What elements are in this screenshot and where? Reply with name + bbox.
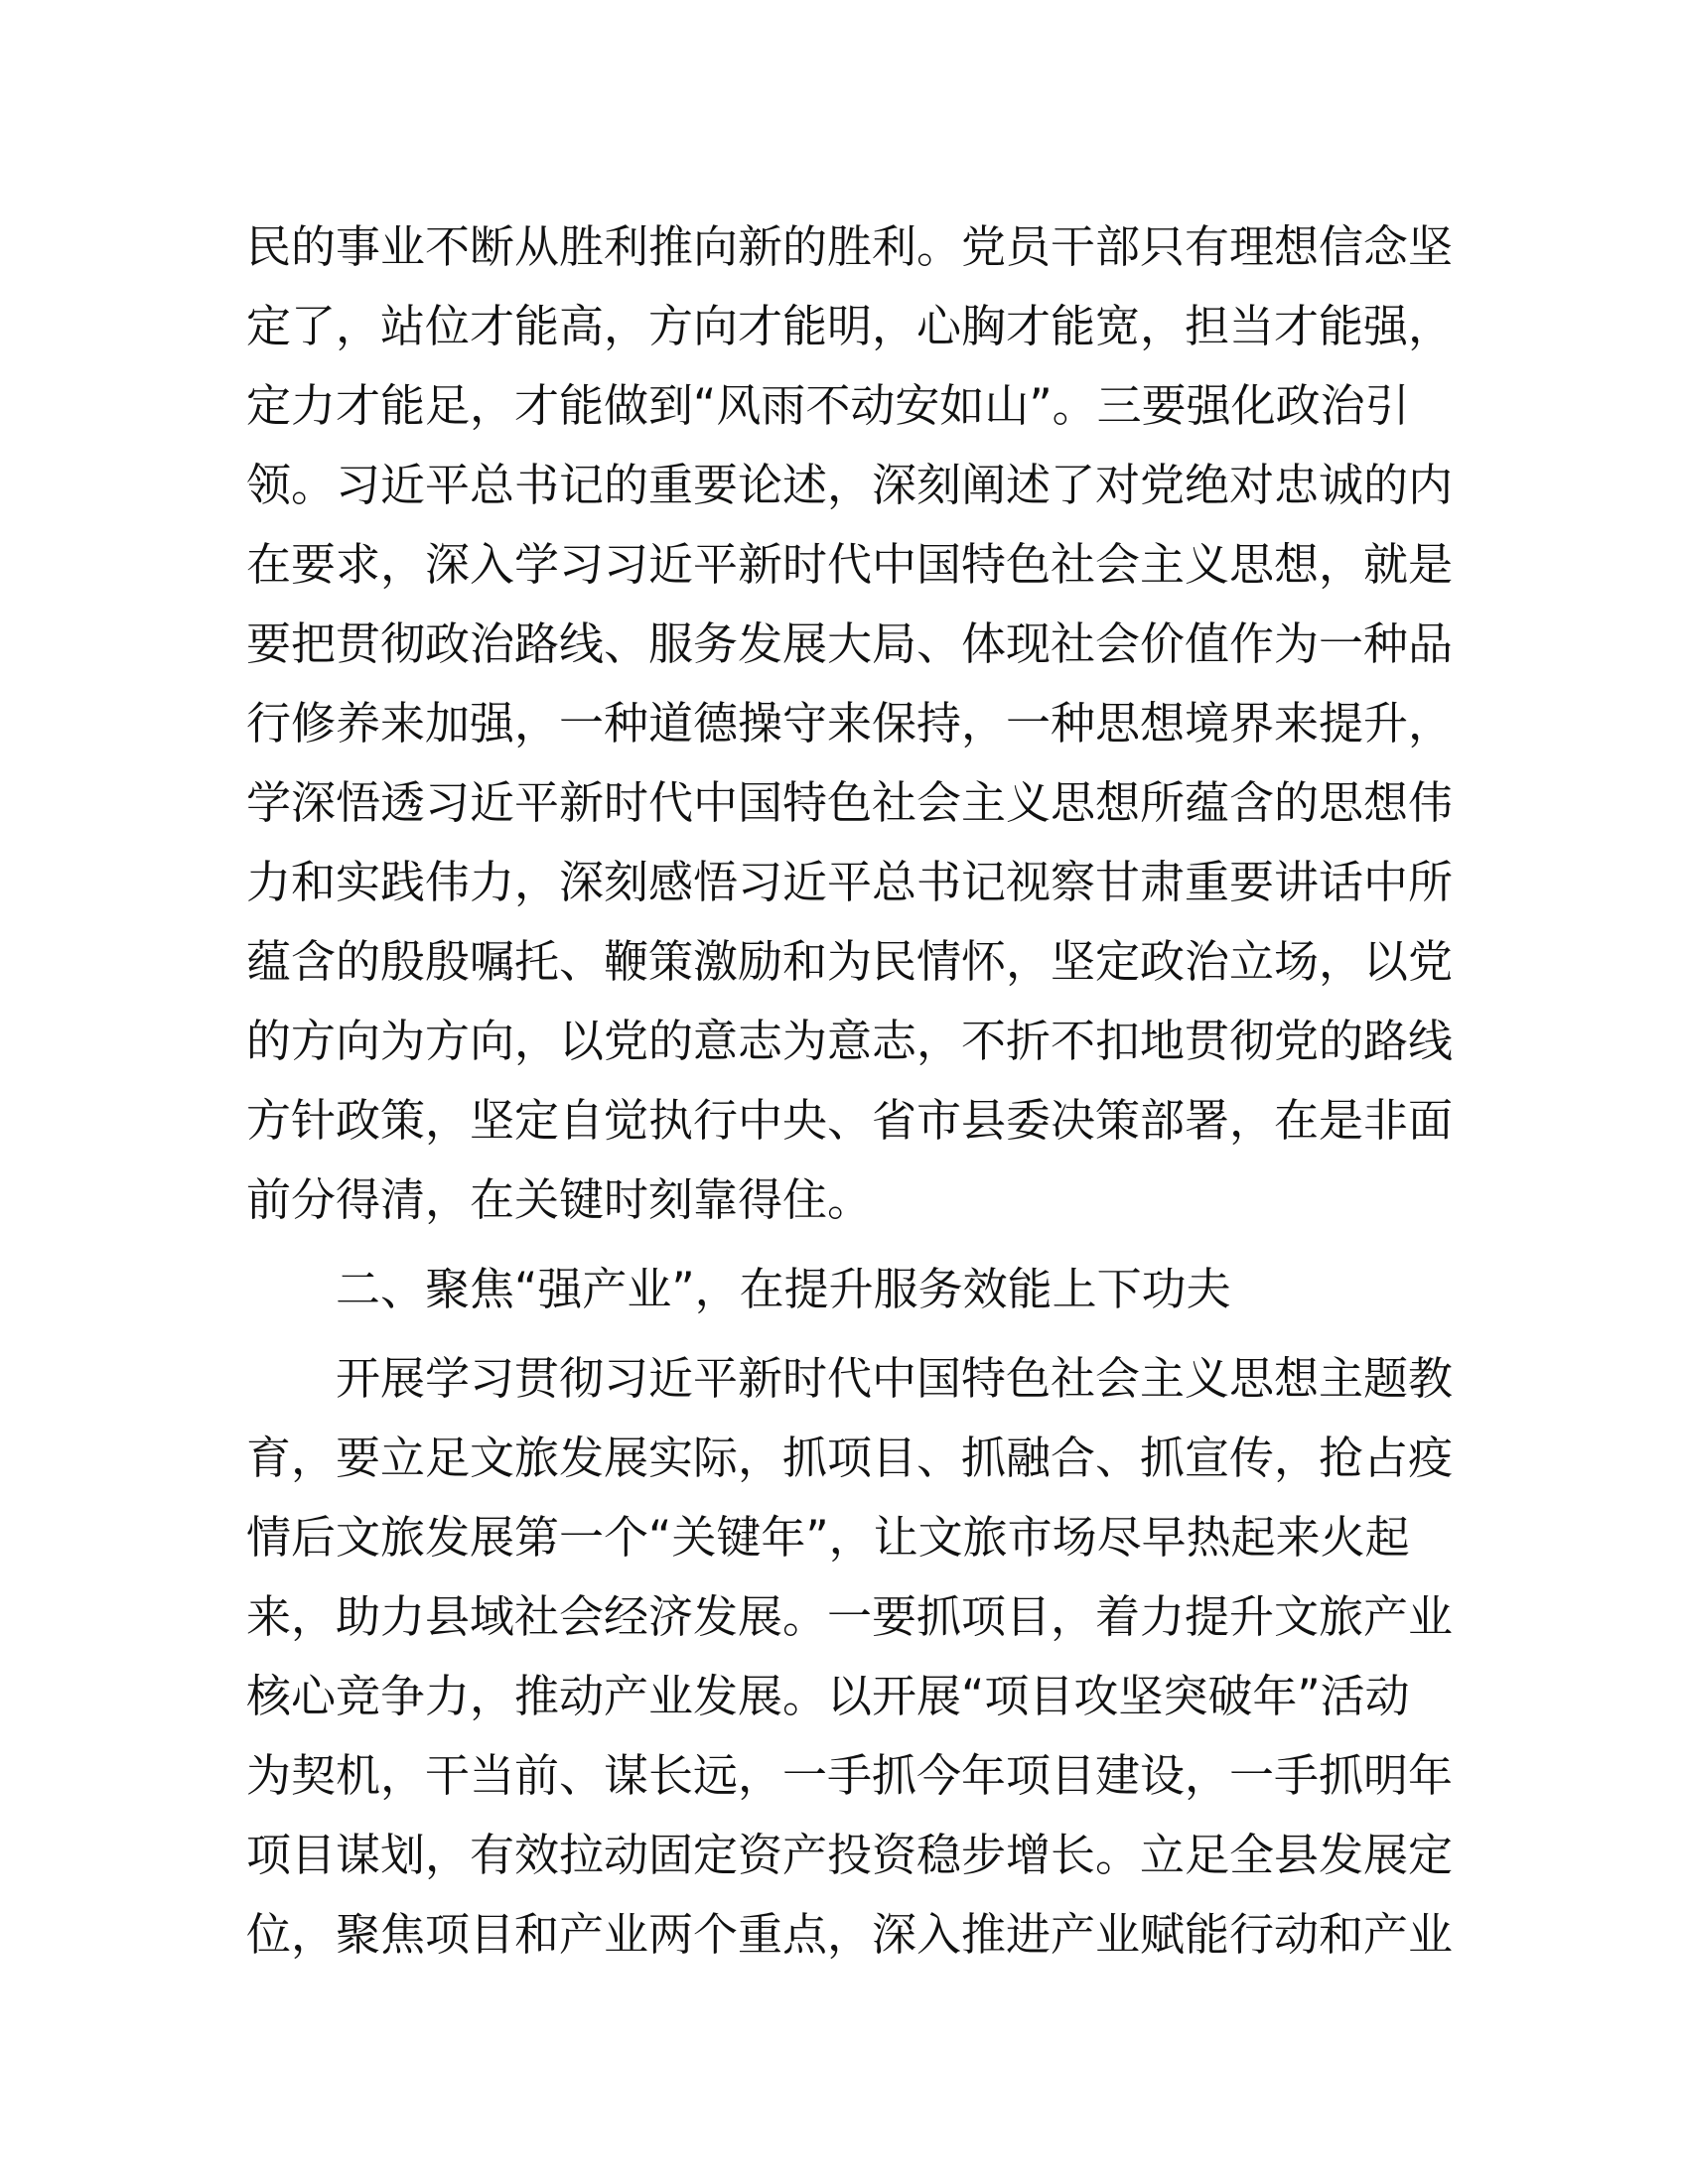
body-text xyxy=(246,207,1458,1975)
paragraph-2-line: 项目谋划，有效拉动固定资产投资稳步增长。立足全县发展定 xyxy=(246,1829,1454,1881)
paragraph-2-line: 核心竞争力，推动产业发展。以开展“项目攻坚突破年”活动 xyxy=(246,1670,1410,1722)
paragraph-1-line: 定了，站位才能高，方向才能明，心胸才能宽，担当才能强， xyxy=(246,300,1454,352)
paragraph-1-line: 定力才能足，才能做到“风雨不动安如山”。三要强化政治引 xyxy=(246,379,1410,432)
paragraph-1-line: 学深悟透习近平新时代中国特色社会主义思想所蕴含的思想伟 xyxy=(246,776,1454,829)
paragraph-1-line: 蕴含的殷殷嘱托、鞭策激励和为民情怀，坚定政治立场，以党 xyxy=(246,935,1454,988)
paragraph-2-line: 位，聚焦项目和产业两个重点，深入推进产业赋能行动和产业 xyxy=(246,1908,1454,1961)
section-heading: 二、聚焦“强产业”，在提升服务效能上下功夫 xyxy=(336,1263,1231,1315)
paragraph-2-line: 开展学习贯彻习近平新时代中国特色社会主义思想主题教 xyxy=(336,1352,1454,1405)
paragraph-1-line: 要把贯彻政治路线、服务发展大局、体现社会价值作为一种品 xyxy=(246,617,1454,670)
paragraph-1-line: 的方向为方向，以党的意志为意志，不折不扣地贯彻党的路线 xyxy=(246,1015,1454,1067)
paragraph-2-line: 育，要立足文旅发展实际，抓项目、抓融合、抓宣传，抢占疫 xyxy=(246,1432,1454,1484)
paragraph-1-line: 在要求，深入学习习近平新时代中国特色社会主义思想，就是 xyxy=(246,538,1454,591)
paragraph-1-line: 领。习近平总书记的重要论述，深刻阐述了对党绝对忠诚的内 xyxy=(246,459,1454,511)
paragraph-2-line: 来，助力县域社会经济发展。一要抓项目，着力提升文旅产业 xyxy=(246,1590,1454,1643)
paragraph-2-line: 为契机，干当前、谋长远，一手抓今年项目建设，一手抓明年 xyxy=(246,1749,1454,1802)
paragraph-1-line: 民的事业不断从胜利推向新的胜利。党员干部只有理想信念坚 xyxy=(246,220,1454,273)
paragraph-1-line: 行修养来加强，一种道德操守来保持，一种思想境界来提升， xyxy=(246,697,1454,750)
paragraph-1-line: 力和实践伟力，深刻感悟习近平总书记视察甘肃重要讲话中所 xyxy=(246,856,1454,908)
paragraph-1-line: 方针政策，坚定自觉执行中央、省市县委决策部署，在是非面 xyxy=(246,1094,1454,1147)
paragraph-1-line: 前分得清，在关键时刻靠得住。 xyxy=(246,1173,873,1226)
paragraph-2-line: 情后文旅发展第一个“关键年”，让文旅市场尽早热起来火起 xyxy=(246,1511,1410,1564)
